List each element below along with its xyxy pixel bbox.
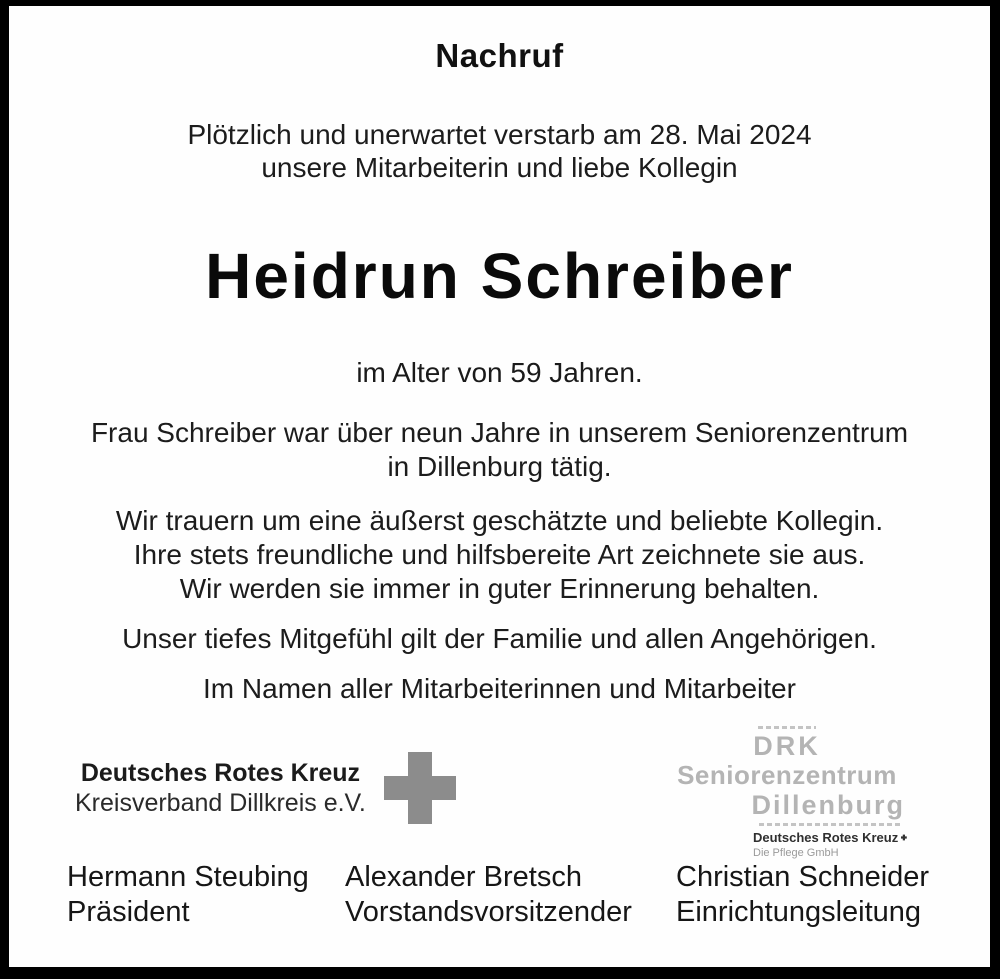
seniorenzentrum-org-subtitle: Die Pflege GmbH: [753, 847, 839, 859]
kreisverband-text: [75, 758, 366, 818]
paragraph-mourning-line-2: Ihre stets freundliche und hilfsbereite Art zeichnete sie aus.: [133, 539, 866, 570]
kreisverband-title: Deutsches Rotes Kreuz: [80, 759, 361, 787]
paragraph-tenure: [9, 416, 990, 484]
drk-cross-small-icon: [901, 831, 907, 844]
kreisverband-logo: [75, 752, 456, 824]
paragraph-on-behalf: Im Namen aller Mitarbeiterinnen und Mitarbeiter: [203, 673, 796, 704]
age-line: im Alter von 59 Jahren.: [356, 357, 643, 388]
logo-dash-line-bottom: [759, 823, 901, 826]
seniorenzentrum-org-block: [753, 830, 907, 860]
seniorenzentrum-name: Seniorenzentrum: [677, 760, 897, 790]
deceased-name: Heidrun Schreiber: [205, 240, 794, 312]
seniorenzentrum-logo: [667, 724, 907, 859]
paragraph-mourning-line-3: Wir werden sie immer in guter Erinnerung behalten.: [179, 573, 820, 604]
intro-line-2: unsere Mitarbeiterin und liebe Kollegin: [261, 152, 738, 183]
signature-column: [67, 860, 345, 930]
signature-name: Alexander Bretsch: [345, 861, 582, 893]
signatures-row: [9, 860, 990, 930]
signature-name: Hermann Steubing: [67, 861, 309, 893]
paragraph-tenure-line-2: in Dillenburg tätig.: [387, 451, 612, 482]
signature-name: Christian Schneider: [676, 861, 930, 893]
notice-title: Nachruf: [435, 37, 564, 74]
paragraph-mourning-line-1: Wir trauern um eine äußerst geschätzte und beliebte Kollegin.: [115, 505, 884, 536]
signature-role: Vorstandsvorsitzender: [345, 896, 632, 928]
seniorenzentrum-org: Deutsches Rotes Kreuz: [753, 830, 899, 845]
signature-column: [345, 860, 676, 930]
signature-role: Präsident: [67, 896, 190, 928]
signature-role: Einrichtungsleitung: [676, 896, 922, 928]
paragraph-tenure-line-1: Frau Schreiber war über neun Jahre in unserem Seniorenzentrum: [90, 417, 909, 448]
paragraph-mourning: [9, 504, 990, 606]
drk-cross-icon: [384, 752, 456, 824]
intro-line-1: Plötzlich und unerwartet verstarb am 28. Mai 2024: [187, 119, 812, 150]
intro-paragraph: [9, 118, 990, 184]
signature-column: [676, 860, 990, 930]
seniorenzentrum-abbr: DRK: [753, 731, 821, 761]
logos-row: [9, 724, 990, 859]
paragraph-condolence: Unser tiefes Mitgefühl gilt der Familie und allen Angehörigen.: [122, 623, 877, 654]
seniorenzentrum-city: Dillenburg: [751, 790, 905, 820]
kreisverband-subtitle: Kreisverband Dillkreis e.V.: [75, 789, 366, 817]
seniorenzentrum-org-row: [753, 830, 907, 845]
logo-dash-line-top: [758, 726, 816, 729]
